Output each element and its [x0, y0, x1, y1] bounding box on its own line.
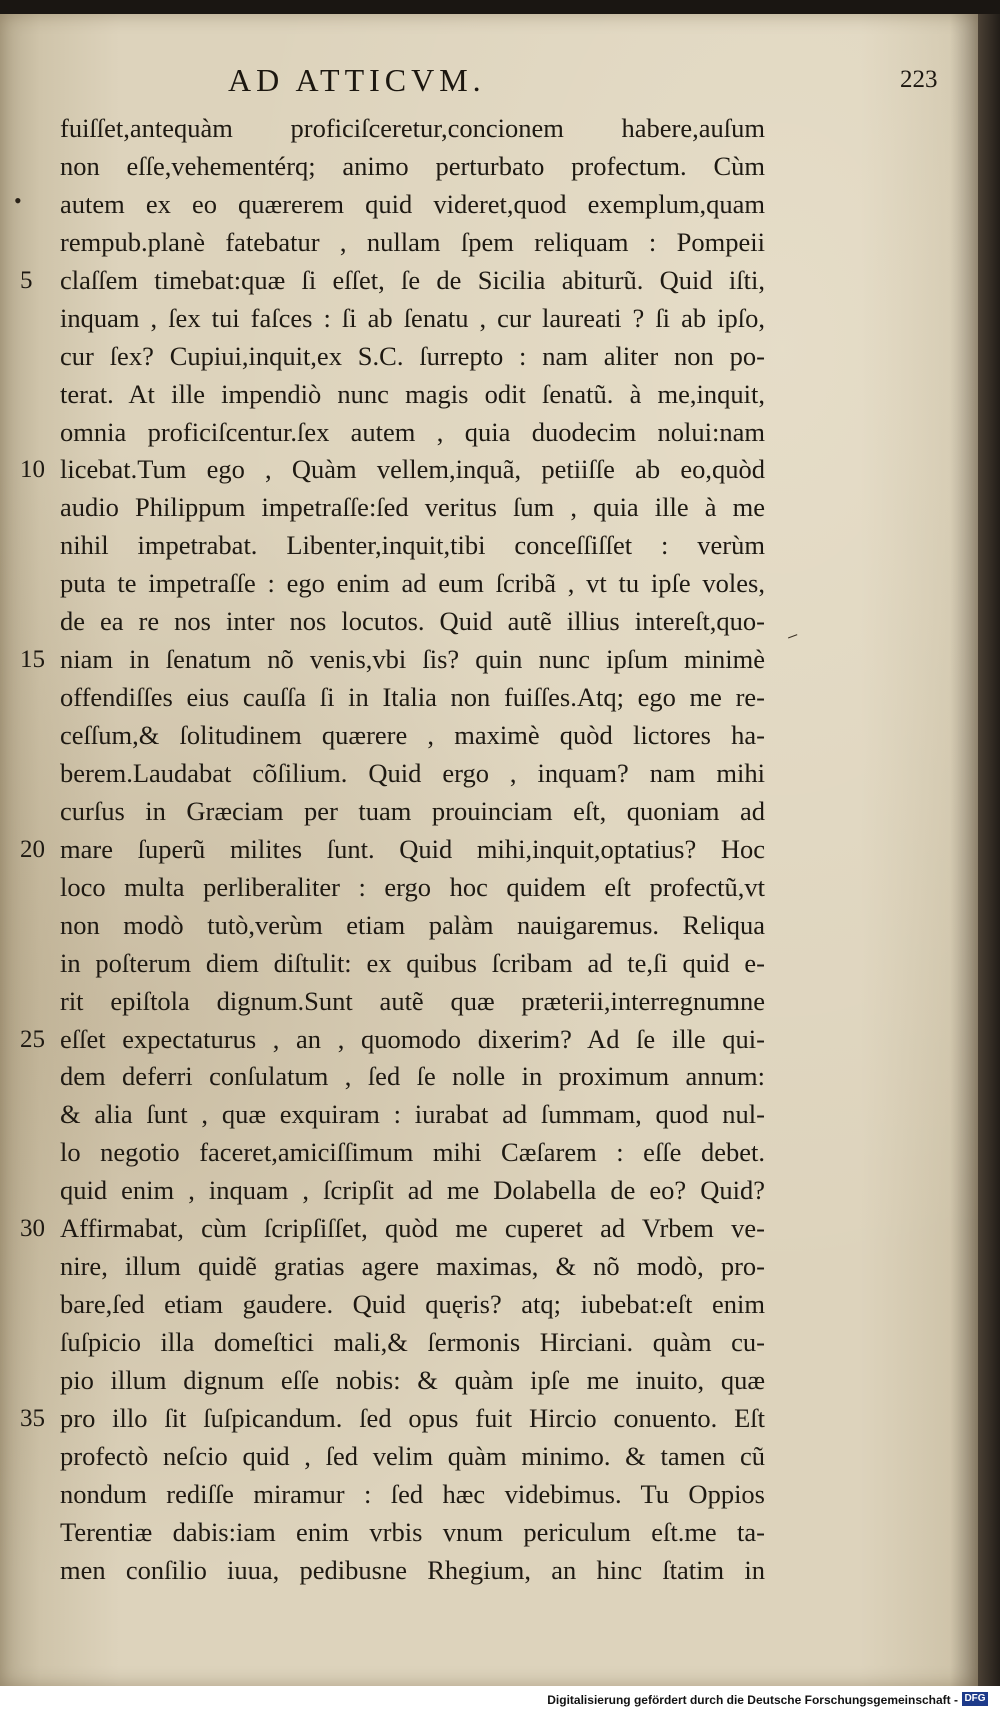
line-text: in poſterum diem diſtulit: ex quibus ſcribam ad te,ſi quid e-: [60, 947, 765, 978]
line-text: cur ſex? Cupiui,inquit,ex S.C. ſurrepto : nam aliter non po-: [60, 340, 765, 371]
text-line: [20, 451, 765, 489]
text-line: [60, 679, 765, 717]
line-text: de ea re nos inter nos locutos. Quid autẽ illius intereſt,quo-: [60, 606, 765, 637]
line-text: nire, illum quidẽ gratias agere maximas, & nõ modò, pro-: [60, 1251, 765, 1282]
text-line: [60, 717, 765, 755]
line-text: puta te impetraſſe : ego enim ad eum ſcribã , vt tu ipſe voles,: [60, 568, 765, 599]
line-text: profectò neſcio quid , ſed velim quàm minimo. & tamen cũ: [60, 1440, 765, 1471]
text-line: [60, 1476, 765, 1514]
text-line: [60, 224, 765, 262]
line-text: autem ex eo quærerem quid videret,quod exemplum,quam: [60, 188, 765, 219]
footer-credit: Digitalisierung gefördert durch die Deutsche Forschungsgemeinschaft -: [547, 1693, 958, 1707]
line-text: niam in ſenatum nõ venis,vbi ſis? quin nunc ipſum minimè: [60, 644, 765, 675]
margin-mark-right: ⸝: [785, 620, 804, 645]
line-text: omnia proficiſcentur.ſex autem , quia duodecim nolui:nam: [60, 416, 765, 447]
line-text: licebat.Tum ego , Quàm vellem,inquã, petiiſſe ab eo,quòd: [60, 454, 765, 485]
text-line: [60, 414, 765, 452]
line-text: terat. At ille impendiò nunc magis odit ſenatũ. à me,inquit,: [60, 378, 765, 409]
line-text: dem deferri conſulatum , ſed ſe nolle in proximum annum:: [60, 1061, 765, 1092]
text-line: [20, 641, 765, 679]
line-number: 35: [20, 1404, 45, 1432]
text-line: [60, 565, 765, 603]
page-edge: [978, 14, 1000, 1686]
text-line: [60, 1172, 765, 1210]
line-text: lo negotio faceret,amiciſſimum mihi Cæſarem : eſſe debet.: [60, 1137, 765, 1168]
line-number: 15: [20, 646, 45, 674]
text-line: [60, 755, 765, 793]
text-line: [60, 300, 765, 338]
text-line: [60, 793, 765, 831]
text-line: [20, 1210, 765, 1248]
text-line: [60, 376, 765, 414]
text-line: [60, 1324, 765, 1362]
line-text: rit epiſtola dignum.Sunt autẽ quæ præterii,interregnumne: [60, 985, 765, 1016]
page-number: 223: [900, 66, 938, 93]
text-line: [60, 110, 765, 148]
line-text: & alia ſunt , quæ exquiram : iurabat ad ſummam, quod nul-: [60, 1099, 765, 1130]
line-number: 5: [20, 266, 33, 294]
line-text: non eſſe,vehementérq; animo perturbato profectum. Cùm: [60, 150, 765, 181]
line-text: rempub.planè fatebatur , nullam ſpem reliquam : Pompeii: [60, 226, 765, 257]
line-number: 30: [20, 1215, 45, 1243]
running-head: AD ATTICVM.: [228, 62, 486, 98]
line-number: 25: [20, 1025, 45, 1053]
text-line: [60, 1286, 765, 1324]
line-text: Affirmabat, cùm ſcripſiſſet, quòd me cuperet ad Vrbem ve-: [60, 1213, 765, 1244]
text-line: [60, 1058, 765, 1096]
line-text: Terentiæ dabis:iam enim vrbis vnum periculum eſt.me ta-: [60, 1516, 765, 1547]
dfg-logo-icon: DFG: [962, 1692, 988, 1706]
text-line: [60, 527, 765, 565]
text-line: [20, 262, 765, 300]
margin-mark: •: [14, 188, 22, 213]
text-line: [60, 1438, 765, 1476]
line-text: men conſilio iuua, pedibusne Rhegium, an hinc ſtatim in: [60, 1554, 765, 1585]
line-text: quid enim , inquam , ſcripſit ad me Dolabella de eo? Quid?: [60, 1175, 765, 1206]
line-text: eſſet expectaturus , an , quomodo dixerim? Ad ſe ille qui-: [60, 1023, 765, 1054]
line-text: berem.Laudabat cõſilium. Quid ergo , inquam? nam mihi: [60, 757, 765, 788]
line-text: pro illo ſit ſuſpicandum. ſed opus fuit Hircio conuento. Eſt: [60, 1402, 765, 1433]
text-line: [60, 338, 765, 376]
text-line: [60, 186, 765, 224]
text-line: [60, 603, 765, 641]
text-line: [60, 148, 765, 186]
text-line: [20, 831, 765, 869]
text-line: [60, 1248, 765, 1286]
text-line: [60, 869, 765, 907]
text-line: [60, 1514, 765, 1552]
text-line: [60, 1552, 765, 1590]
line-text: non modò tutò,verùm etiam palàm nauigaremus. Reliqua: [60, 909, 765, 940]
line-text: nondum rediſſe miramur : ſed hæc videbimus. Tu Oppios: [60, 1478, 765, 1509]
line-text: fuiſſet,antequàm proficiſceretur,concionem habere,auſum: [60, 113, 765, 143]
line-text: loco multa perliberaliter : ergo hoc quidem eſt profectũ,vt: [60, 871, 765, 902]
line-text: nihil impetrabat. Libenter,inquit,tibi conceſſiſſet : verùm: [60, 530, 765, 561]
text-line: [60, 945, 765, 983]
text-line: [60, 489, 765, 527]
line-text: claſſem timebat:quæ ſi eſſet, ſe de Sicilia abiturũ. Quid iſti,: [60, 264, 765, 295]
line-text: bare,ſed etiam gaudere. Quid quęris? atq; iubebat:eſt enim: [60, 1289, 765, 1320]
body-text: [20, 110, 765, 1590]
line-text: ceſſum,& ſolitudinem quærere , maximè quòd lictores ha-: [60, 720, 765, 750]
text-line: [20, 1400, 765, 1438]
line-text: curſus in Græciam per tuam prouinciam eſt, quoniam ad: [60, 795, 765, 826]
text-line: [60, 1096, 765, 1134]
text-line: [60, 1362, 765, 1400]
text-line: [20, 1021, 765, 1059]
line-number: 10: [20, 456, 45, 484]
line-text: audio Philippum impetraſſe:ſed veritus ſum , quia ille à me: [60, 492, 765, 523]
text-line: [60, 983, 765, 1021]
text-line: [60, 907, 765, 945]
line-text: offendiſſes eius cauſſa ſi in Italia non fuiſſes.Atq; ego me re-: [60, 682, 765, 713]
line-number: 20: [20, 835, 45, 863]
line-text: mare ſuperũ milites ſunt. Quid mihi,inquit,optatius? Hoc: [60, 833, 765, 864]
line-text: ſuſpicio illa domeſtici mali,& ſermonis Hirciani. quàm cu-: [60, 1327, 765, 1357]
line-text: pio illum dignum eſſe nobis: & quàm ipſe me inuito, quæ: [60, 1364, 765, 1395]
text-line: [60, 1134, 765, 1172]
line-text: inquam , ſex tui faſces : ſi ab ſenatu , cur laureati ? ſi ab ipſo,: [60, 302, 765, 333]
